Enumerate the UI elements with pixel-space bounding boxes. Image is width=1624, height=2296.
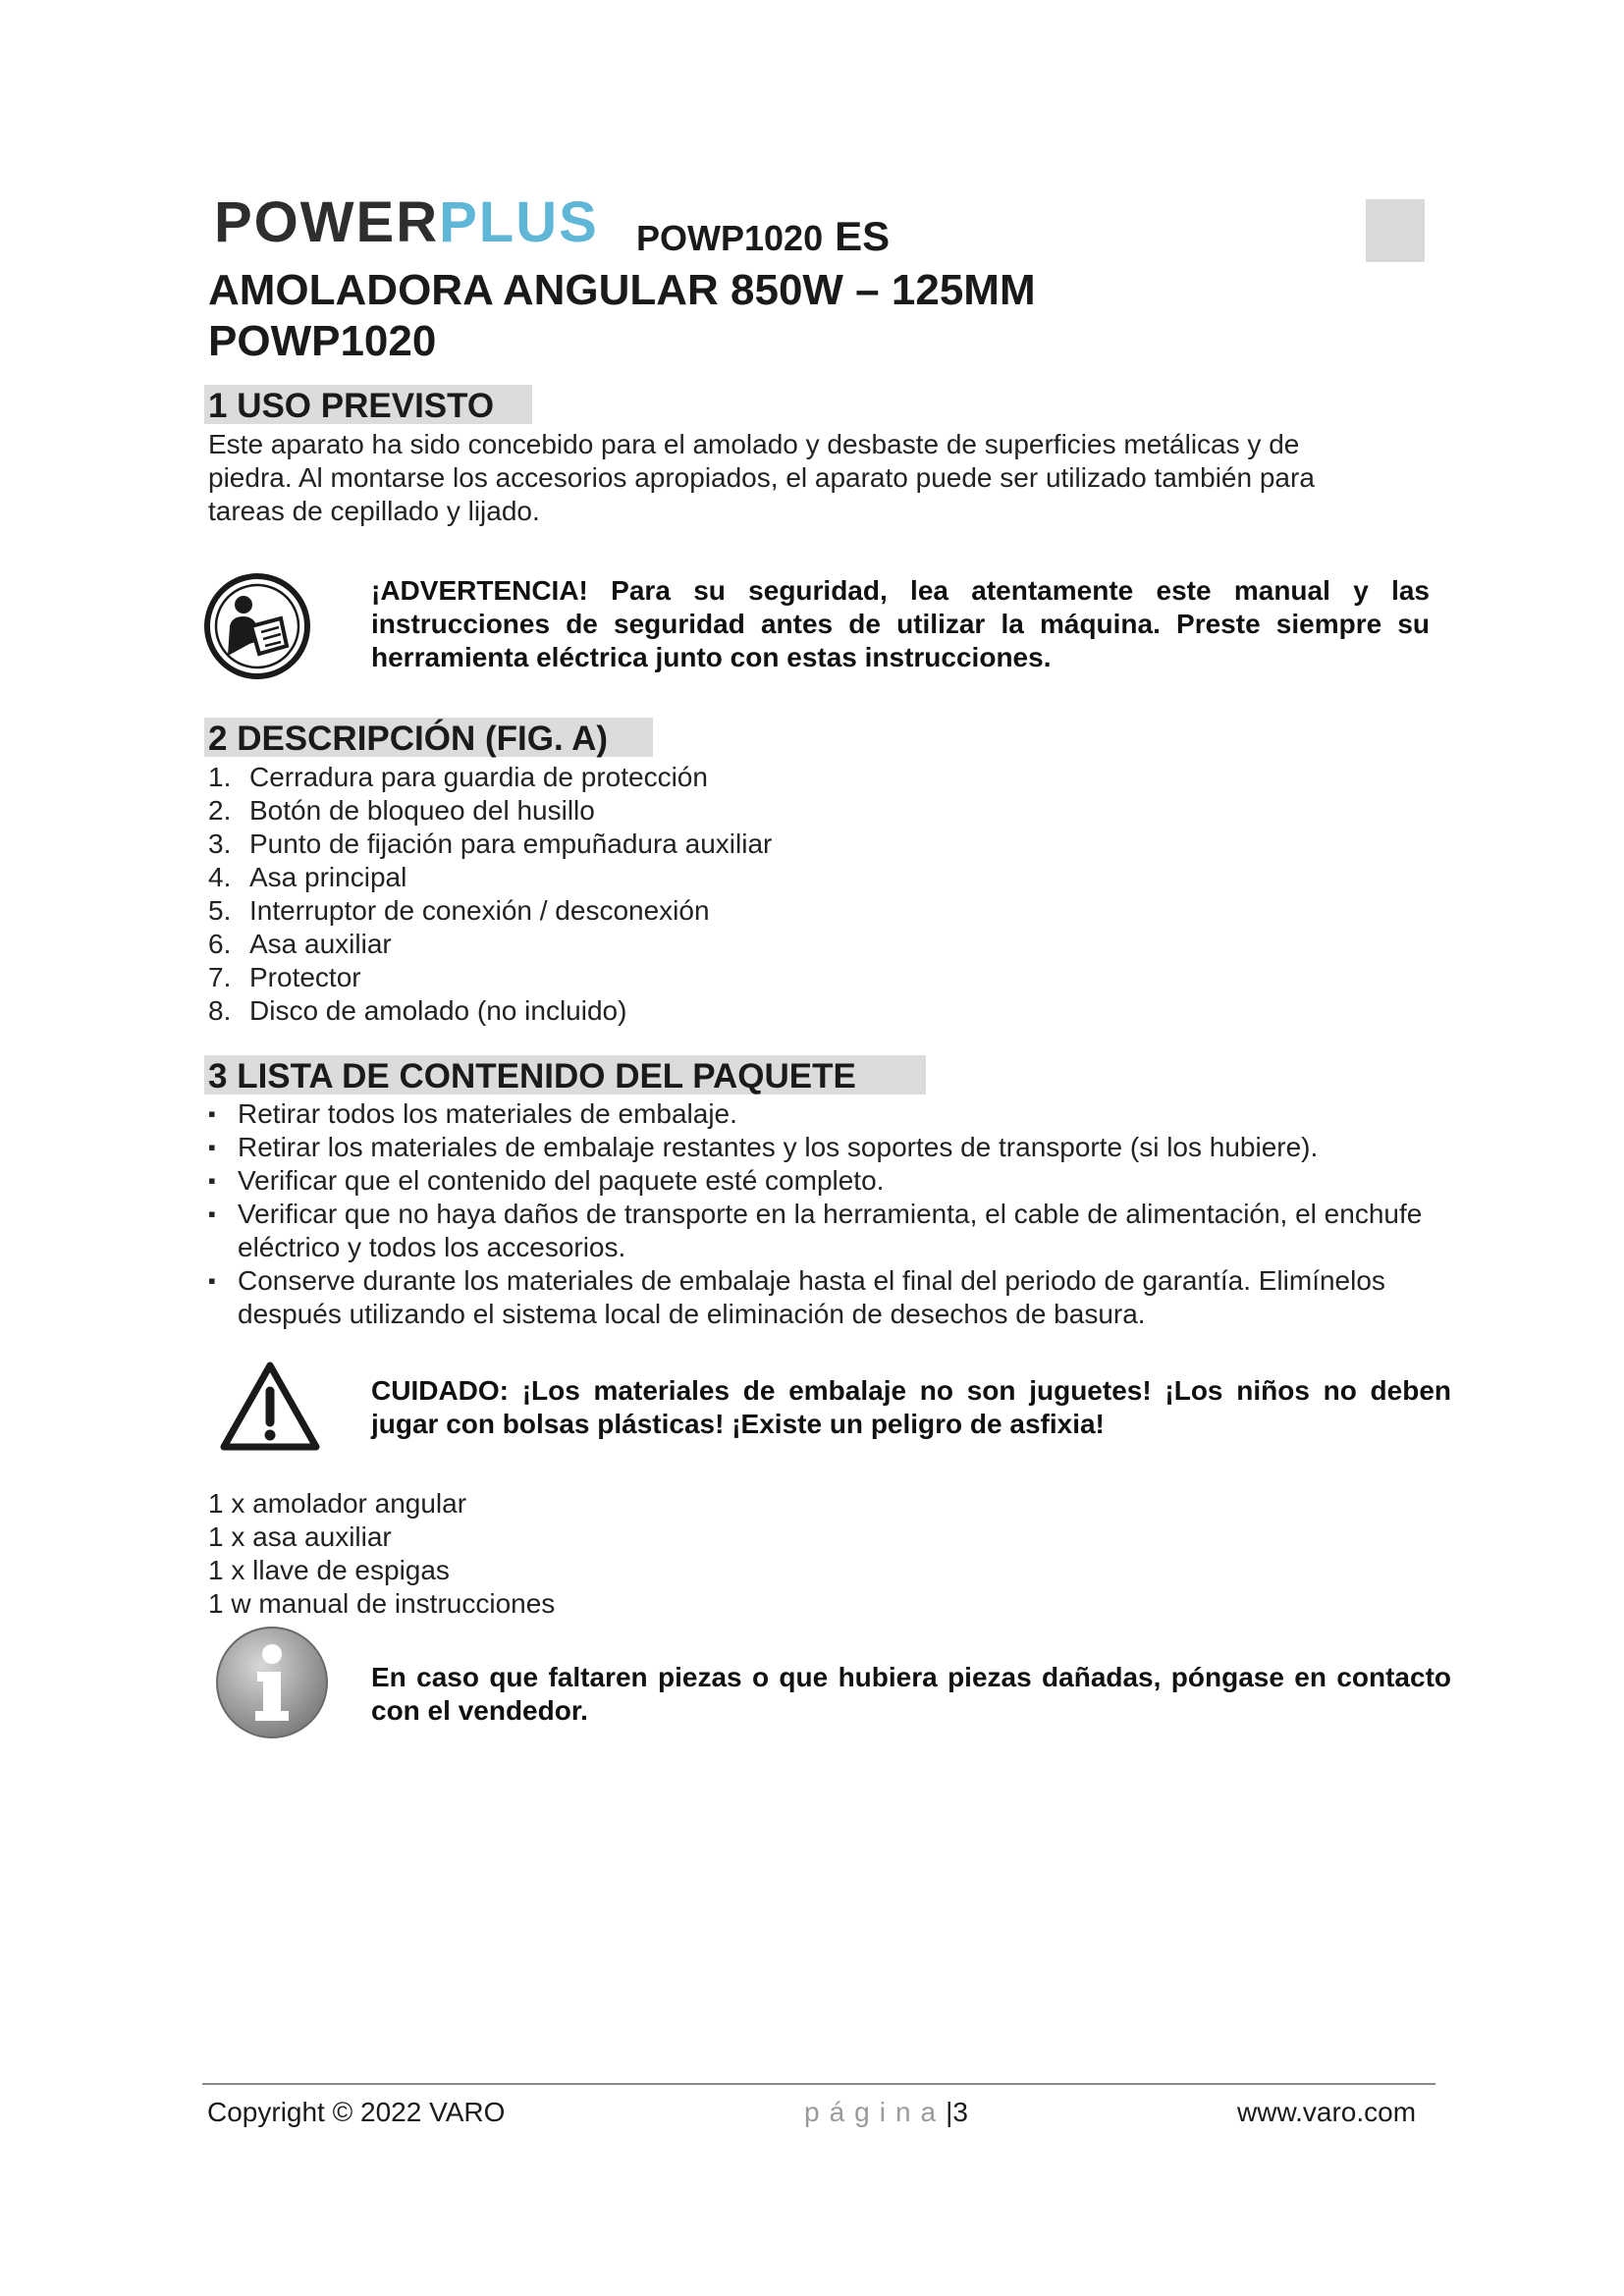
footer-page-separator: | xyxy=(946,2097,953,2127)
model-language-header xyxy=(636,213,891,259)
section1-heading: 1 USO PREVISTO xyxy=(208,387,495,425)
brand-logo-part1: POWER xyxy=(214,190,440,254)
section1-intro-line: Este aparato ha sido concebido para el amolado y desbaste de superficies metálicas y de xyxy=(208,429,1300,459)
info-icon xyxy=(214,1625,330,1740)
footer-page xyxy=(804,2099,968,2126)
description-item: 8. Disco de amolado (no incluido) xyxy=(208,995,627,1026)
checklist-item: ▪ Retirar los materiales de embalaje restantes y los soportes de transporte (si los hubiere). xyxy=(208,1132,1319,1162)
checklist-item: ▪ Verificar que el contenido del paquete esté completo. xyxy=(208,1165,885,1196)
description-item: 5. Interruptor de conexión / desconexión xyxy=(208,895,710,926)
section2-heading: 2 DESCRIPCIÓN (FIG. A) xyxy=(208,720,609,758)
section1-intro-line: tareas de cepillado y lijado. xyxy=(208,496,540,526)
bullet-icon: ▪ xyxy=(208,1268,216,1293)
checklist-item: ▪ Verificar que no haya daños de transporte en la herramienta, el cable de alimentación, el enchufe eléctrico y todos los accesorios. xyxy=(208,1199,1423,1262)
description-item: 4. Asa principal xyxy=(208,862,407,892)
checklist-item: ▪ Conserve durante los materiales de embalaje hasta el final del periodo de garantía. Elimínelos después utilizando el sistema local de eliminación de desechos de basura. xyxy=(208,1265,1385,1329)
document-title-line1: AMOLADORA ANGULAR 850W – 125MM xyxy=(208,266,1036,314)
footer-divider xyxy=(202,2083,1435,2085)
model-code: POWP1020 xyxy=(636,218,824,258)
warning-triangle-icon xyxy=(218,1360,322,1454)
package-content-item: 1 x asa auxiliar xyxy=(208,1522,392,1552)
description-item: 7. Protector xyxy=(208,962,361,992)
bullet-icon: ▪ xyxy=(208,1135,216,1159)
description-item: 3. Punto de fijación para empuñadura auxiliar xyxy=(208,828,773,859)
description-item: 2. Botón de bloqueo del husillo xyxy=(208,795,595,826)
footer-page-label: página xyxy=(804,2097,947,2127)
document-title xyxy=(208,265,1036,367)
description-item: 1. Cerradura para guardia de protección xyxy=(208,762,708,792)
package-contents-list xyxy=(208,1487,994,1621)
footer-page-number: 3 xyxy=(952,2097,968,2127)
section1-intro-line: piedra. Al montarse los accesorios apropiados, el aparato puede ser utilizado también para xyxy=(208,462,1315,493)
brand-logo xyxy=(214,190,599,254)
read-manual-icon xyxy=(202,571,312,681)
bullet-icon: ▪ xyxy=(208,1168,216,1193)
document-title-line2: POWP1020 xyxy=(208,317,437,365)
package-checklist xyxy=(206,1097,1434,1331)
language-tab-marker xyxy=(1366,199,1425,262)
info-text: En caso que faltaren piezas o que hubiera piezas dañadas, póngase en contacto con el vendedor. xyxy=(371,1662,1451,1726)
bullet-icon: ▪ xyxy=(208,1101,216,1126)
package-content-item: 1 x amolador angular xyxy=(208,1488,467,1519)
package-content-item: 1 w manual de instrucciones xyxy=(208,1588,556,1619)
section3-heading: 3 LISTA DE CONTENIDO DEL PAQUETE xyxy=(208,1057,856,1095)
package-content-item: 1 x llave de espigas xyxy=(208,1555,450,1585)
bullet-icon: ▪ xyxy=(208,1201,216,1226)
section1-intro xyxy=(208,428,1435,528)
warning-text: ¡ADVERTENCIA! Para su seguridad, lea atentamente este manual y las instrucciones de seguridad antes de utilizar la máquina. Preste siempre su herramienta eléctrica junto con estas instrucciones. xyxy=(371,575,1430,672)
description-item: 6. Asa auxiliar xyxy=(208,929,392,959)
language-code: ES xyxy=(835,213,891,259)
brand-logo-part2: PLUS xyxy=(439,190,599,254)
caution-text: CUIDADO: ¡Los materiales de embalaje no son juguetes! ¡Los niños no deben jugar con bolsas plásticas! ¡Existe un peligro de asfixia! xyxy=(371,1375,1451,1439)
footer-website: www.varo.com xyxy=(1237,2097,1417,2127)
checklist-item: ▪ Retirar todos los materiales de embalaje. xyxy=(208,1098,737,1129)
footer-copyright: Copyright © 2022 VARO xyxy=(207,2097,506,2127)
description-list xyxy=(208,761,1386,1028)
